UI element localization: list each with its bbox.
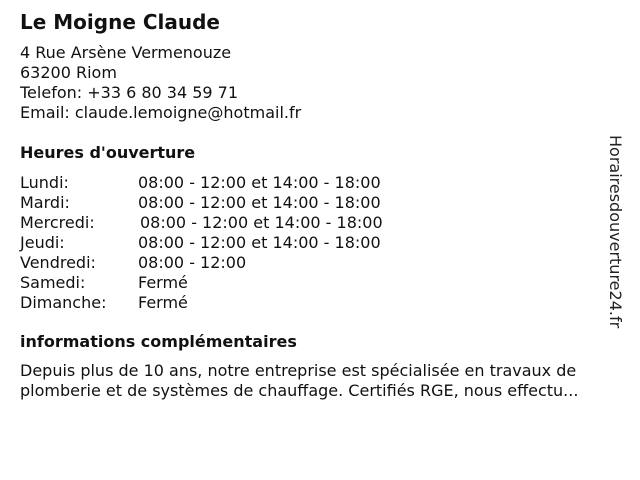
hours-row-thursday (20, 233, 610, 253)
day-hours: 08:00 - 12:00 et 14:00 - 18:00 (138, 173, 381, 192)
day-label: Mercredi: (20, 213, 95, 232)
day-hours: Fermé (138, 273, 188, 292)
hours-row-sunday (20, 293, 610, 313)
day-label: Jeudi: (20, 233, 65, 252)
day-hours: Fermé (138, 293, 188, 312)
hours-row-saturday (20, 273, 610, 293)
email-label: Email: (20, 103, 75, 122)
info-line: plomberie et de systèmes de chauffage. Certifiés RGE, nous effectu... (20, 381, 579, 400)
opening-hours-table (20, 173, 610, 313)
day-label: Vendredi: (20, 253, 96, 272)
phone-number[interactable]: Telefon: +33 6 80 34 59 71 (20, 83, 239, 102)
day-label: Lundi: (20, 173, 69, 192)
site-watermark: Horairesdouverture24.fr (606, 135, 625, 329)
info-line: Depuis plus de 10 ans, notre entreprise est spécialisée en travaux de (20, 361, 577, 380)
day-hours: 08:00 - 12:00 et 14:00 - 18:00 (138, 193, 381, 212)
info-description (20, 361, 610, 401)
day-hours: 08:00 - 12:00 et 14:00 - 18:00 (140, 213, 383, 232)
email-link[interactable]: claude.lemoigne@hotmail.fr (74, 103, 302, 122)
day-label: Samedi: (20, 273, 86, 292)
business-card (20, 10, 610, 401)
email-row (20, 103, 610, 123)
business-name: Le Moigne Claude (20, 10, 220, 34)
address-street: 4 Rue Arsène Vermenouze (20, 43, 232, 62)
day-hours: 08:00 - 12:00 (138, 253, 247, 272)
hours-row-tuesday (20, 193, 610, 213)
hours-title: Heures d'ouverture (20, 143, 196, 162)
day-hours: 08:00 - 12:00 et 14:00 - 18:00 (138, 233, 381, 252)
hours-row-wednesday (20, 213, 610, 233)
hours-row-monday (20, 173, 610, 193)
address-city: 63200 Riom (20, 63, 117, 82)
hours-row-friday (20, 253, 610, 273)
contact-block (20, 43, 610, 123)
day-label: Dimanche: (20, 293, 107, 312)
day-label: Mardi: (20, 193, 70, 212)
info-title: informations complémentaires (20, 332, 297, 351)
